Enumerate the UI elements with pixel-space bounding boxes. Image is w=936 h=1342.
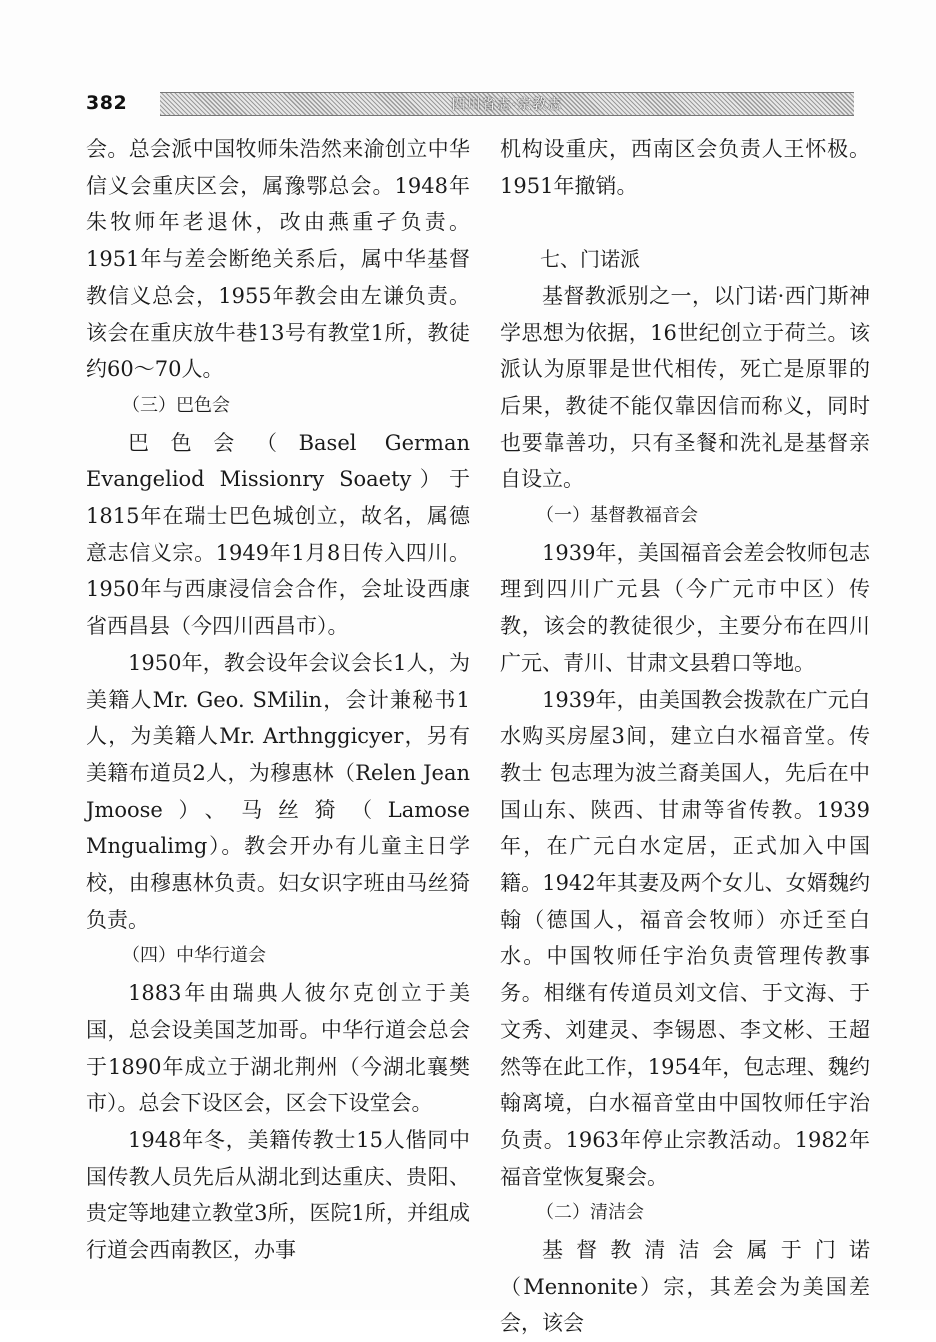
left-column xyxy=(86,131,470,1269)
paragraph: 1883年由瑞典人彼尔克创立于美国，总会设美国芝加哥。中华行道会总会于1890年成立于湖北荆州（今湖北襄樊市）。总会下设区会，区会下设堂会。 xyxy=(86,981,470,1116)
paragraph: 会。总会派中国牧师朱浩然来渝创立中华信义会重庆区会，属豫鄂总会。1948年朱牧师年老退休，改由燕重孑负责。1951年与差会断绝关系后，属中华基督教信义总会，1955年教会由左谦负责。该会在重庆放牛巷13号有教堂1所，教徒约60～70人。 xyxy=(86,137,470,382)
paragraph: 1948年冬，美籍传教士15人偕同中国传教人员先后从湖北到达重庆、贵阳、贵定等地建立教堂3所，医院1所，并组成行道会西南教区，办事 xyxy=(86,1127,470,1263)
paragraph: 1939年，由美国教会拨款在广元白水购买房屋3间，建立白水福音堂。传教士 包志理为波兰裔美国人，先后在中国山东、陕西、甘肃等省传教。1939年，在广元白水定居，正式加入中国籍。1942年其妻及两个女儿、女婿魏约翰（德国人，福音会牧师）亦迁至白水。中国牧师任宇治负责管理传教事务。相继有传道员刘文信、于文海、于文秀、刘建灵、李锡恩、李文彬、王超然等在此工作，1954年，包志理、魏约翰离境，白水福音堂由中国牧师任宇治负责。1963年停止宗教活动。1982年福音堂恢复聚会。 xyxy=(500,687,870,1189)
paragraph: 巴色会（Basel German Evangeliod Missionry Soaety）于1815年在瑞士巴色城创立，故名，属德意志信义宗。1949年1月8日传入四川。1950年与西康浸信会合作，会址设西康省西昌县（今四川西昌市）。 xyxy=(86,430,470,639)
paragraph: 1950年，教会设年会议会长1人，为美籍人Mr. Geo. SMilin，会计兼秘书1人，为美籍人Mr. Arthnggicyer，另有美籍布道员2人，为穆惠林（Relen Jean Jmoose）、马丝猗（Lamose Mngualimg）。教会开办有儿童主日学校，由穆惠林负责。妇女识字班由马丝猗负责。 xyxy=(86,650,470,932)
chapter-heading: 七、门诺派 xyxy=(540,247,640,272)
paragraph: 基督教派别之一，以门诺·西门斯神学思想为依据，16世纪创立于荷兰。该派认为原罪是世代相传，死亡是原罪的后果，教徒不能仅靠因信而称义，同时也要靠善功，只有圣餐和洗礼是基督亲自设立。 xyxy=(500,283,870,492)
page-header xyxy=(86,90,856,118)
running-header-band xyxy=(160,92,854,116)
right-column xyxy=(500,131,870,1342)
section-heading: （四）中华行道会 xyxy=(122,945,266,967)
running-title: 四川省志·宗教志 xyxy=(451,97,563,113)
section-heading: （三）巴色会 xyxy=(122,394,230,416)
paragraph: 基督教清洁会属于门诺（Mennonite）宗，其差会为美国差会，该会 xyxy=(500,1238,870,1336)
page-number: 382 xyxy=(86,92,128,114)
section-heading: （一）基督教福音会 xyxy=(536,505,698,527)
paragraph: 1939年，美国福音会差会牧师包志理到四川广元县（今广元市中区）传教，该会的教徒很少，主要分布在四川广元、青川、甘肃文县碧口等地。 xyxy=(500,540,870,675)
paragraph: 机构设重庆，西南区会负责人王怀极。1951年撤销。 xyxy=(500,137,870,198)
section-heading: （二）清洁会 xyxy=(536,1202,644,1224)
spacer xyxy=(500,204,870,241)
